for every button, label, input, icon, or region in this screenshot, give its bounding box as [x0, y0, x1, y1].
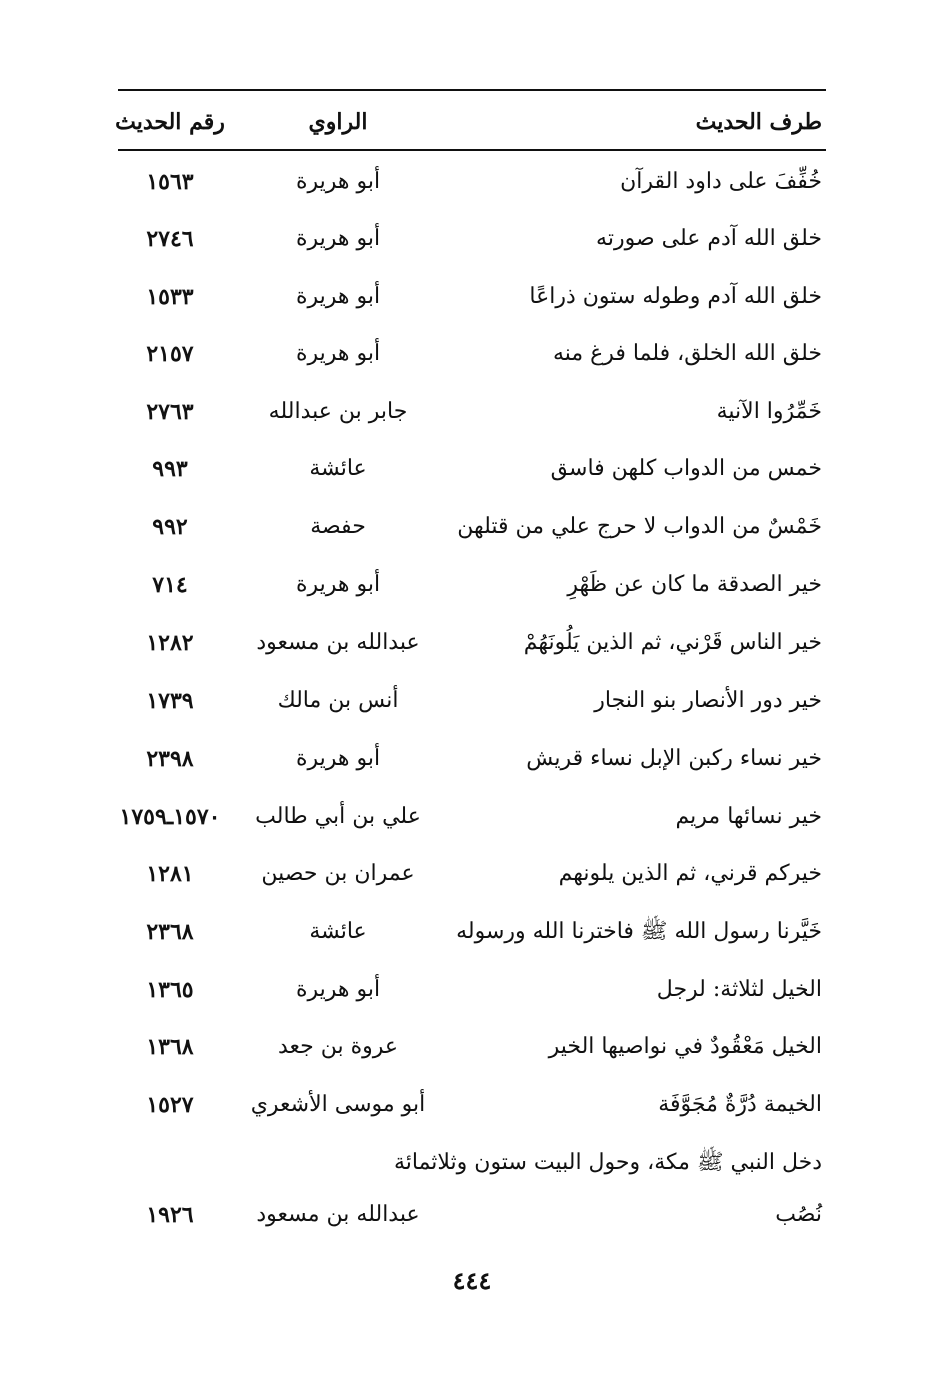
table-row: [0, 626, 944, 666]
narrator: عبدالله بن مسعود: [256, 1202, 420, 1227]
table-row: [0, 337, 944, 377]
hadith-number: ١٣٦٥: [146, 977, 194, 1003]
hadith-text: خَمْسٌ من الدواب لا حرج علي من قتلهن: [457, 514, 822, 539]
hadith-number: ١٣٦٨: [146, 1034, 194, 1060]
narrator: عائشة: [309, 919, 367, 944]
narrator: جابر بن عبدالله: [268, 399, 408, 424]
hadith-number: ١٩٢٦: [146, 1202, 194, 1228]
table-row: [0, 1030, 944, 1070]
hadith-text: خَيَّرنا رسول الله ﷺ فاخترنا الله ورسوله: [456, 919, 822, 944]
hadith-number: ١٥٣٣: [146, 284, 194, 310]
hadith-number: ٩٩٢: [152, 514, 188, 540]
hadith-text-line2: نُصُب: [775, 1202, 822, 1227]
narrator: أبو هريرة: [295, 341, 381, 366]
header-rule: [118, 149, 826, 151]
hadith-number: ٢٧٤٦: [146, 226, 194, 252]
hadith-text: خمس من الدواب كلهن فاسق: [550, 456, 822, 481]
narrator: أبو هريرة: [295, 226, 381, 251]
narrator: أبو هريرة: [295, 746, 381, 771]
hadith-text: خير نسائها مريم: [675, 804, 822, 829]
narrator: أبو هريرة: [295, 572, 381, 597]
hadith-number: ٢٧٦٣: [146, 399, 194, 425]
hadith-number: ١٥٢٧: [146, 1092, 194, 1118]
hadith-number: ٧١٤: [152, 572, 188, 598]
narrator: عبدالله بن مسعود: [256, 630, 420, 655]
hadith-text: خير دور الأنصار بنو النجار: [594, 688, 822, 713]
table-row: [0, 165, 944, 205]
hadith-text: خَمِّرُوا الآنية: [716, 399, 822, 424]
hadith-number: ٢٣٩٨: [146, 746, 194, 772]
hadith-text: خير نساء ركبن الإبل نساء قريش: [526, 746, 822, 771]
table-row: [0, 742, 944, 782]
table-row: [0, 510, 944, 550]
narrator: عائشة: [309, 456, 367, 481]
hadith-text: خيركم قرني، ثم الذين يلونهم: [558, 861, 822, 886]
narrator: علي بن أبي طالب: [255, 804, 421, 829]
narrator: عمران بن حصين: [261, 861, 415, 886]
table-row: [0, 568, 944, 608]
table-header: [0, 105, 944, 141]
header-hadith-number: رقم الحديث: [115, 109, 225, 135]
table-row: [0, 280, 944, 320]
hadith-text: خلق الله الخلق، فلما فرغ منه: [552, 341, 822, 366]
table-row-multiline: [0, 1146, 944, 1238]
hadith-number: ١٢٨٢: [146, 630, 194, 656]
hadith-number: ٢١٥٧: [146, 341, 194, 367]
hadith-text-line1: دخل النبي ﷺ مكة، وحول البيت ستون وثلاثمائة: [393, 1150, 822, 1175]
hadith-number: ١٥٧٠ـ١٧٥٩: [119, 804, 221, 830]
hadith-text: الخيل لثلاثة: لرجل: [656, 977, 822, 1002]
hadith-text: خير الصدقة ما كان عن ظَهْرِ: [567, 572, 822, 597]
hadith-number: ٢٣٦٨: [146, 919, 194, 945]
table-row: [0, 395, 944, 435]
hadith-number: ١٧٣٩: [146, 688, 194, 714]
table-row: [0, 973, 944, 1013]
narrator: أنس بن مالك: [277, 688, 399, 713]
header-narrator: الراوي: [308, 109, 368, 135]
hadith-text: خلق الله آدم وطوله ستون ذراعًا: [529, 284, 822, 309]
table-row: [0, 452, 944, 492]
table-row: [0, 800, 944, 840]
hadith-number: ١٥٦٣: [146, 169, 194, 195]
table-row: [0, 222, 944, 262]
hadith-text: خير الناس قَرْني، ثم الذين يَلُونَهُمْ: [523, 630, 822, 655]
hadith-number: ٩٩٣: [152, 456, 188, 482]
table-row: [0, 1088, 944, 1128]
narrator: أبو هريرة: [295, 284, 381, 309]
page-number: ٤٤٤: [452, 1266, 492, 1295]
hadith-text: الخيل مَعْقُودٌ في نواصيها الخير: [548, 1034, 822, 1059]
header-hadith-text: طرف الحديث: [695, 109, 822, 135]
hadith-text: خلق الله آدم على صورته: [596, 226, 822, 251]
narrator: أبو موسى الأشعري: [250, 1092, 426, 1117]
top-rule: [118, 89, 826, 91]
hadith-text: خُفِّفَ على داود القرآن: [620, 169, 822, 194]
table-row: [0, 857, 944, 897]
hadith-text: الخيمة دُرَّةٌ مُجَوَّفَة: [658, 1092, 822, 1117]
table-row: [0, 915, 944, 955]
narrator: أبو هريرة: [295, 977, 381, 1002]
narrator: عروة بن جعد: [277, 1034, 399, 1059]
narrator: حفصة: [310, 514, 366, 539]
narrator: أبو هريرة: [295, 169, 381, 194]
hadith-number: ١٢٨١: [146, 861, 194, 887]
table-row: [0, 684, 944, 724]
